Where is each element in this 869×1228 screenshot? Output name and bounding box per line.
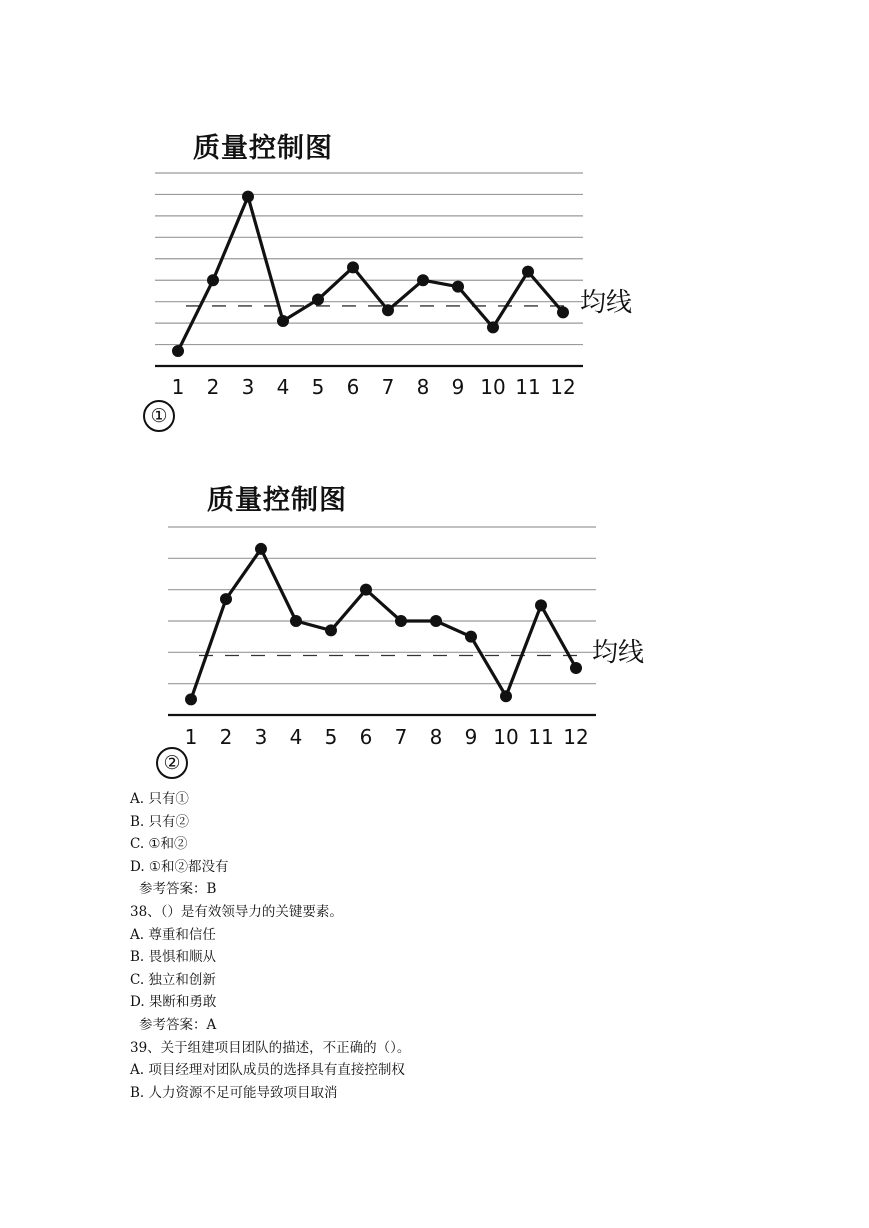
question-39-stem: 39、关于组建项目团队的描述，不正确的（）。 <box>130 1039 411 1056</box>
x-tick-label: 5 <box>324 725 338 749</box>
data-point <box>207 274 219 286</box>
x-tick-label: 8 <box>429 725 443 749</box>
data-point <box>242 191 254 203</box>
data-point <box>172 345 184 357</box>
reference-answer: 参考答案：B <box>139 881 217 898</box>
reference-answer: 参考答案：A <box>139 1016 217 1033</box>
data-point <box>557 306 569 318</box>
series-line <box>178 197 563 351</box>
data-point <box>290 615 302 627</box>
data-point <box>220 593 232 605</box>
x-tick-label: 10 <box>493 725 519 749</box>
chart-number-badge: ① <box>143 400 175 432</box>
x-tick-label: 1 <box>184 725 198 749</box>
x-tick-label: 2 <box>206 375 220 399</box>
data-point <box>255 543 267 555</box>
option-a: A. 项目经理对团队成员的选择具有直接控制权 <box>130 1062 405 1079</box>
data-point <box>417 274 429 286</box>
data-point <box>382 304 394 316</box>
chart-number-badge: ② <box>156 747 188 779</box>
x-tick-label: 9 <box>451 375 465 399</box>
x-tick-label: 8 <box>416 375 430 399</box>
option-c: C. ①和② <box>130 836 188 853</box>
option-a: A. 尊重和信任 <box>130 926 216 943</box>
data-point <box>500 690 512 702</box>
x-tick-label: 12 <box>563 725 589 749</box>
x-tick-label: 2 <box>219 725 233 749</box>
data-point <box>395 615 407 627</box>
option-d: D. ①和②都没有 <box>130 858 229 875</box>
chart-title: 质量控制图 <box>207 485 347 516</box>
x-tick-label: 11 <box>515 375 541 399</box>
x-tick-label: 11 <box>528 725 554 749</box>
option-b: B. 人力资源不足可能导致项目取消 <box>130 1084 338 1101</box>
data-point <box>277 315 289 327</box>
data-point <box>465 631 477 643</box>
option-a: A. 只有① <box>130 791 189 807</box>
x-tick-label: 5 <box>311 375 325 399</box>
question-38-stem: 38、（）是有效领导力的关键要素。 <box>130 903 343 920</box>
data-point <box>570 662 582 674</box>
average-line-label: 均线 <box>592 638 645 668</box>
data-point <box>325 624 337 636</box>
data-point <box>522 266 534 278</box>
x-tick-label: 3 <box>241 375 255 399</box>
data-point <box>430 615 442 627</box>
data-point <box>487 321 499 333</box>
x-tick-label: 6 <box>346 375 360 399</box>
x-tick-label: 10 <box>480 375 506 399</box>
average-line-label: 均线 <box>580 288 633 318</box>
data-point <box>347 261 359 273</box>
data-point <box>185 693 197 705</box>
data-point <box>535 599 547 611</box>
question-text <box>130 788 830 1104</box>
x-tick-label: 12 <box>550 375 576 399</box>
data-point <box>452 281 464 293</box>
x-tick-label: 1 <box>171 375 185 399</box>
data-point <box>312 294 324 306</box>
x-tick-label: 6 <box>359 725 373 749</box>
option-b: B. 畏惧和顺从 <box>130 949 217 966</box>
data-point <box>360 584 372 596</box>
x-tick-label: 9 <box>464 725 478 749</box>
quality-control-chart-1 <box>0 110 869 440</box>
x-tick-label: 4 <box>276 375 290 399</box>
option-d: D. 果断和勇敢 <box>130 994 217 1011</box>
quality-control-chart-2 <box>0 468 869 786</box>
x-tick-label: 7 <box>381 375 395 399</box>
option-c: C. 独立和创新 <box>130 971 216 988</box>
option-b: B. 只有② <box>130 813 190 830</box>
chart-title: 质量控制图 <box>193 133 333 164</box>
x-tick-label: 7 <box>394 725 408 749</box>
series-line <box>191 549 576 699</box>
x-tick-label: 3 <box>254 725 268 749</box>
x-tick-label: 4 <box>289 725 303 749</box>
